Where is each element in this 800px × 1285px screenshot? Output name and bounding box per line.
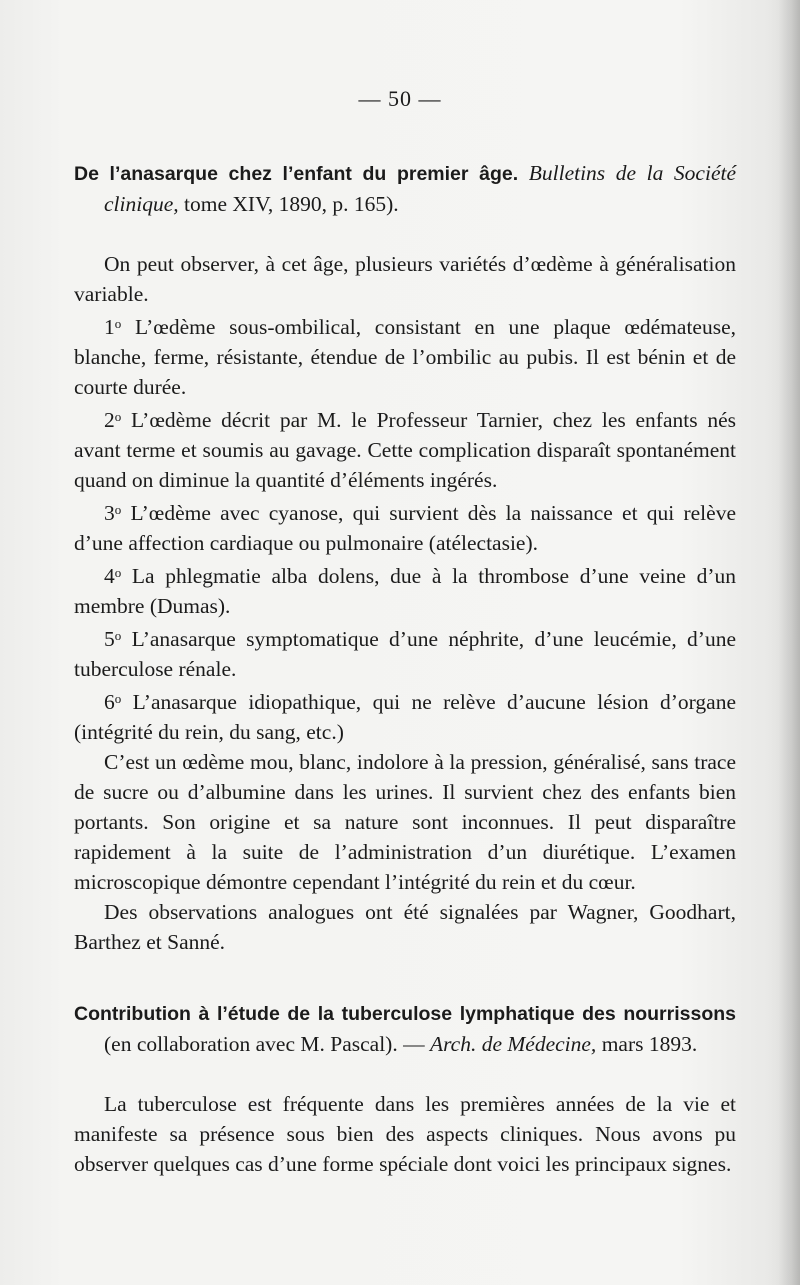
item-number: 3 <box>104 501 115 525</box>
page-edge-shadow <box>778 0 800 1285</box>
observations-paragraph: Des observations analogues ont été signalées par Wagner, Goodhart, Barthez et Sanné. <box>74 900 736 954</box>
item-number: 2 <box>104 408 115 432</box>
item-number: 4 <box>104 564 115 588</box>
section-reference-rest: tome XIV, 1890, p. 165). <box>178 192 399 216</box>
item-number: 1 <box>104 315 115 339</box>
item-ordinal: o <box>114 502 122 517</box>
description-paragraph: C’est un œdème mou, blanc, indolore à la pression, généralisé, sans trace de sucre ou d’albumine dans les urines. Il survient chez des enfants bien portants. Son origine et sa nature sont inconnues. Il peut disparaître rapidement à la suite de l’administration d’un diurétique. L’examen microscopique démontre cependant l’intégrité du rein et du cœur. <box>74 750 736 894</box>
tuberculose-paragraph: La tuberculose est fréquente dans les premières années de la vie et manifeste sa présence sous bien des aspects cliniques. Nous avons pu observer quelques cas d’une forme spéciale dont voici les principaux signes. <box>74 1092 736 1176</box>
item-text: L’œdème décrit par M. le Professeur Tarnier, chez les enfants nés avant terme et soumis au gavage. Cette complication disparaît spontanément quand on diminue la quantité d’éléments ingérés. <box>74 408 736 492</box>
section-anasarque <box>74 158 736 957</box>
item-ordinal: o <box>114 316 122 331</box>
item-text: L’anasarque idiopathique, qui ne relève d’aucune lésion d’organe (intégrité du rein, du sang, etc.) <box>74 690 736 744</box>
item-number: 5 <box>104 627 115 651</box>
section-title-bold: De l’anasarque chez l’enfant du premier âge. <box>74 163 519 185</box>
item-number: 6 <box>104 690 115 714</box>
item-text: L’œdème sous-ombilical, consistant en une plaque œdémateuse, blanche, ferme, résistante, étendue de l’ombilic au pubis. Il est bénin et de courte durée. <box>74 315 736 399</box>
section-reference-rest: mars 1893. <box>596 1032 698 1056</box>
item-ordinal: o <box>114 628 122 643</box>
section-tuberculose <box>74 998 736 1179</box>
list-item-2 <box>74 402 736 495</box>
item-text: La phlegmatie alba dolens, due à la thrombose d’une veine d’un membre (Dumas). <box>74 564 736 618</box>
item-ordinal: o <box>114 409 122 424</box>
item-ordinal: o <box>114 565 122 580</box>
item-text: L’anasarque symptomatique d’une néphrite, d’une leucémie, d’une tuberculose rénale. <box>74 627 736 681</box>
item-text: L’œdème avec cyanose, qui survient dès la naissance et qui relève d’une affection cardiaque ou pulmonaire (atélectasie). <box>74 501 736 555</box>
page-number: — 50 — <box>358 86 442 111</box>
list-item-6 <box>74 684 736 747</box>
section-reference-italic: Bulletins de la Société clinique, <box>104 161 737 216</box>
section-title-plain: (en collaboration avec M. Pascal). — <box>104 1032 430 1056</box>
section-title-bold: Contribution à l’étude de la tuberculose lymphatique des nourrissons <box>74 1003 736 1025</box>
section-title-tuberculose <box>74 998 736 1059</box>
intro-paragraph: On peut observer, à cet âge, plusieurs variétés d’œdème à généralisation variable. <box>74 252 736 306</box>
section-reference-italic: Arch. de Médecine, <box>429 1032 597 1056</box>
list-item-4 <box>74 558 736 621</box>
item-ordinal: o <box>114 691 122 706</box>
list-item-3 <box>74 495 736 558</box>
section-title-anasarque <box>74 158 736 219</box>
list-item-1 <box>74 309 736 402</box>
list-item-5 <box>74 621 736 684</box>
